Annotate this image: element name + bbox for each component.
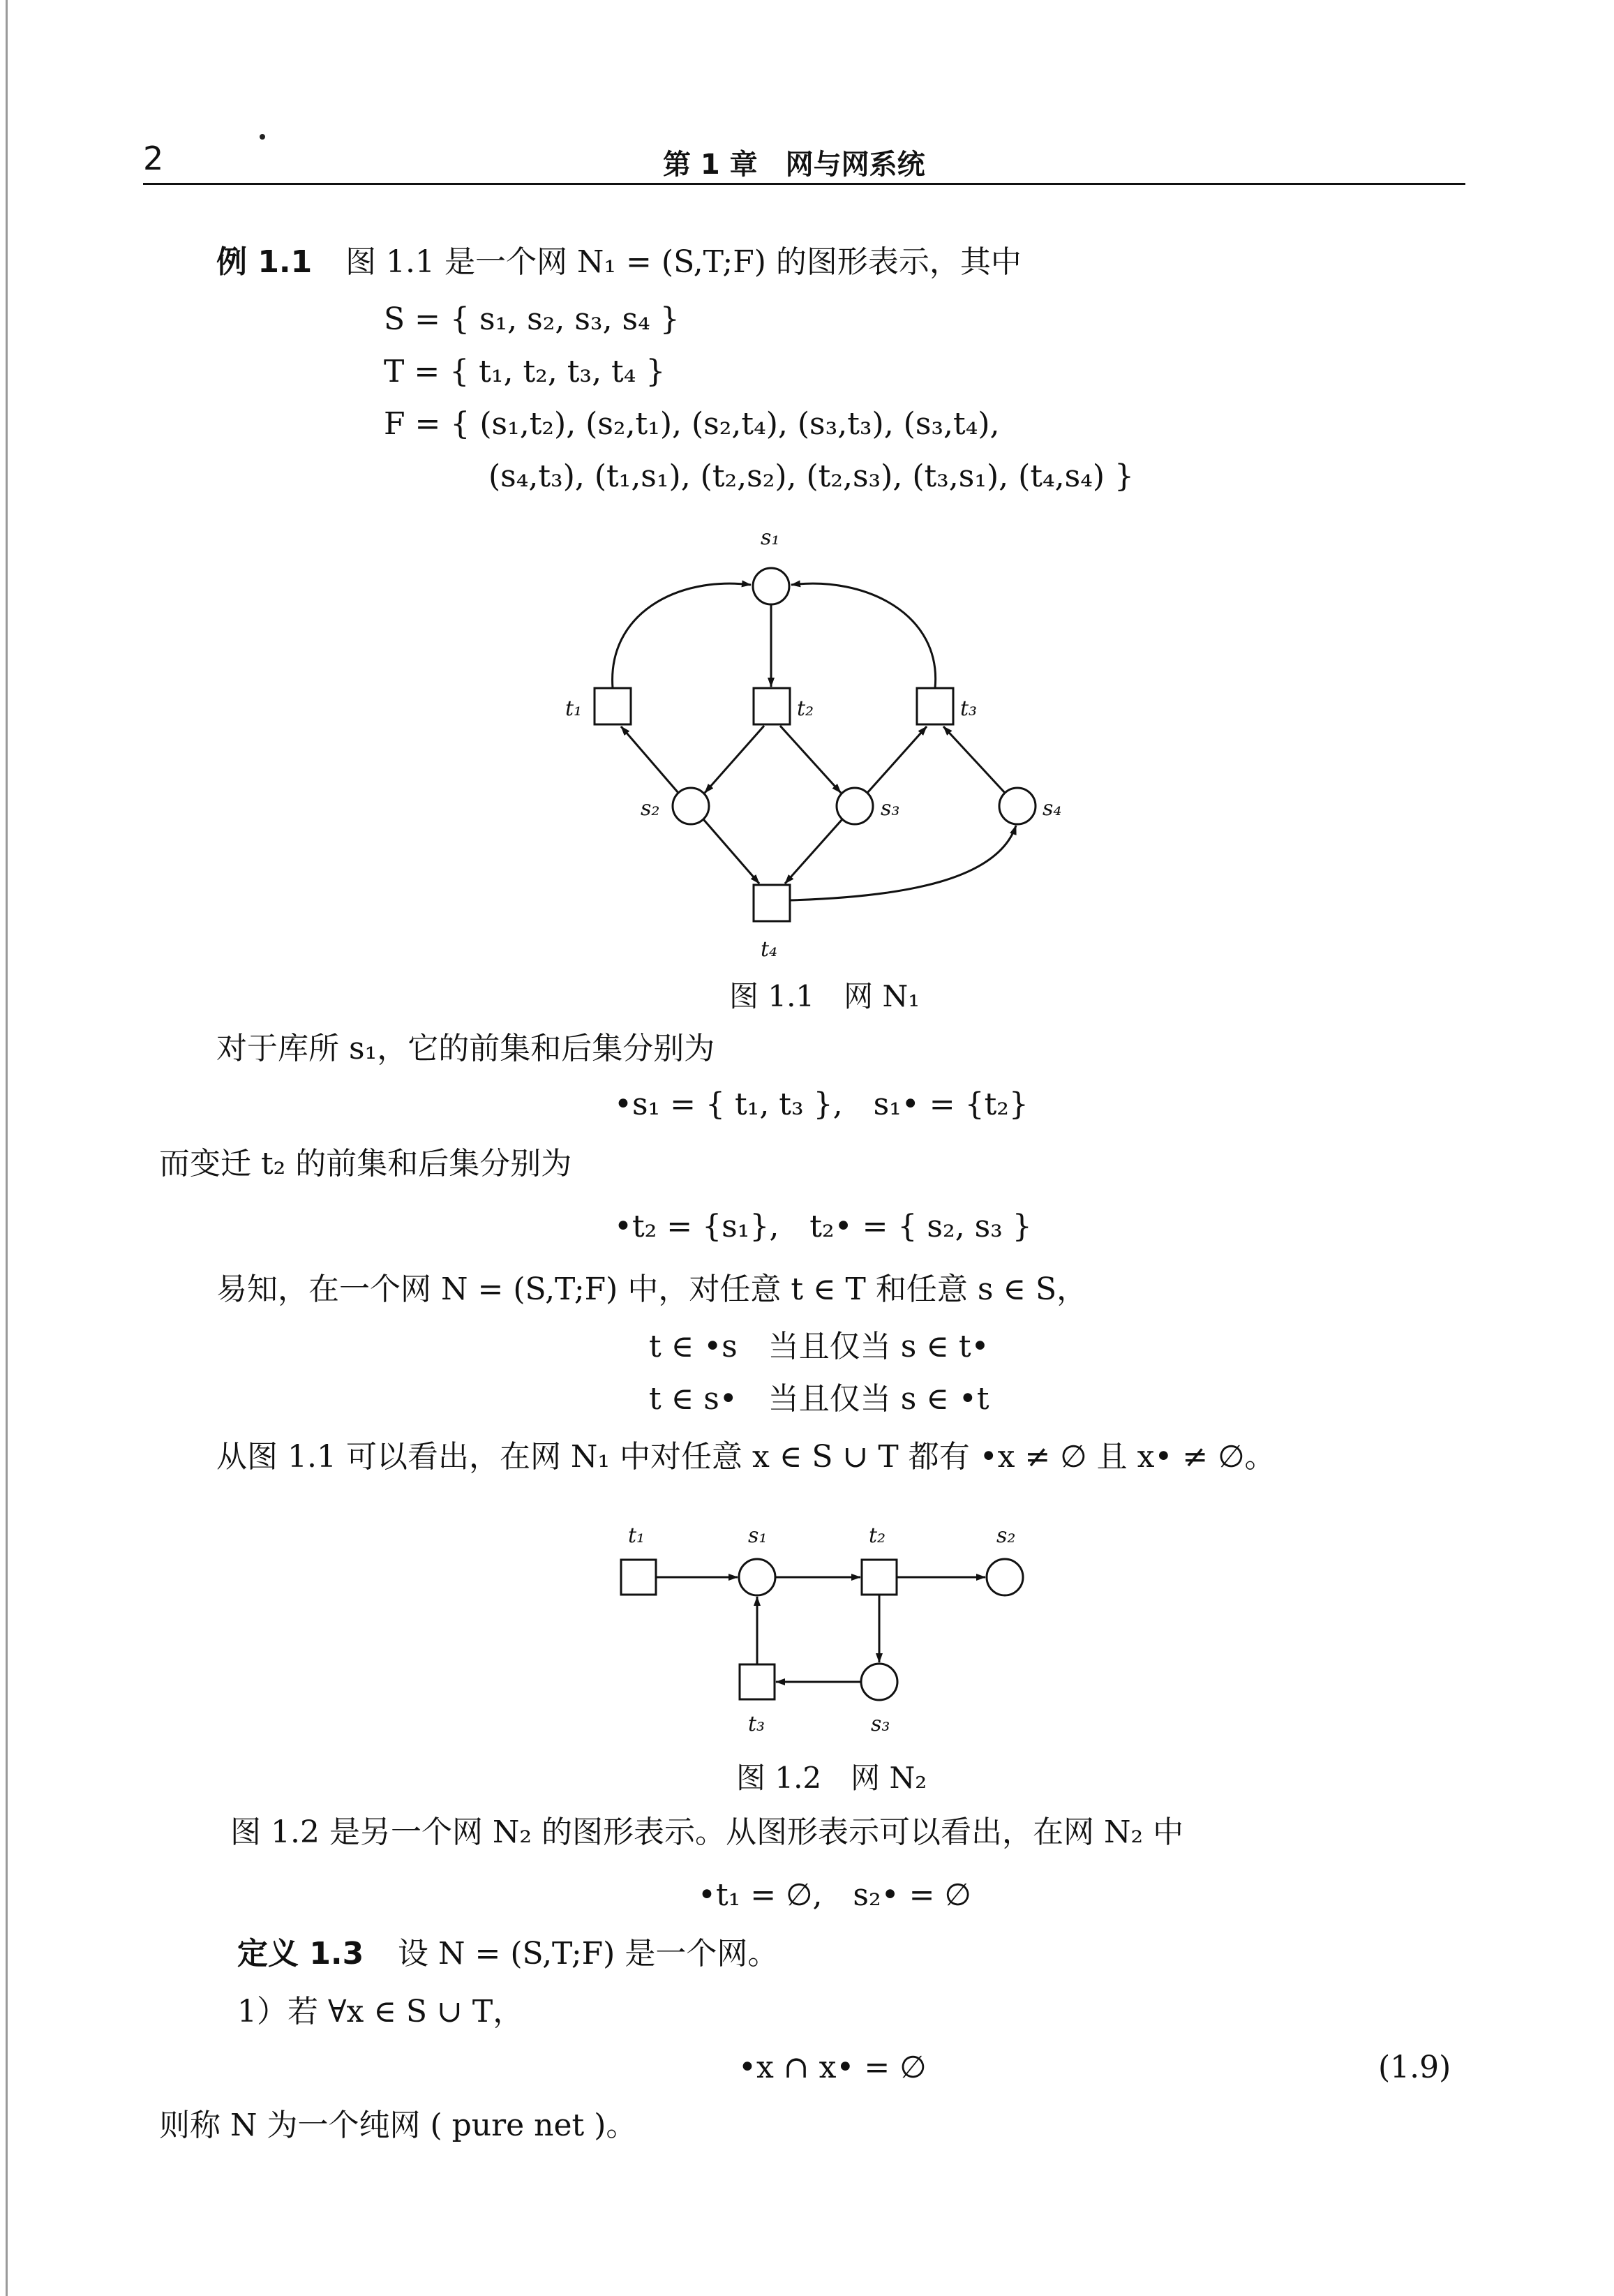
figure-1-1-petri-net bbox=[516, 516, 1103, 963]
equation-iff-1: t ∈ •s 当且仅当 s ∈ t• bbox=[649, 1329, 989, 1364]
set-f-line2: (s₄,t₃), (t₁,s₁), (t₂,s₂), (t₂,s₃), (t₃,s₁), (t₄,s₄) } bbox=[488, 459, 1134, 494]
stray-dot bbox=[260, 134, 265, 140]
arc-t2-s3 bbox=[780, 726, 841, 793]
arc-s2-t1 bbox=[621, 726, 678, 793]
chapter-header: 第 1 章 网与网系统 bbox=[663, 149, 925, 181]
label-s3: s₃ bbox=[881, 796, 900, 821]
label-s2: s₂ bbox=[641, 796, 660, 821]
para-preset-t2: 而变迁 t₂ 的前集和后集分别为 bbox=[159, 1146, 572, 1181]
arc-t2-s2 bbox=[705, 726, 764, 793]
arc-s3-t3 bbox=[867, 726, 927, 793]
transition-t3 bbox=[917, 688, 953, 724]
para-figure-observation: 从图 1.1 可以看出，在网 N₁ 中对任意 x ∈ S ∪ T 都有 •x ≠ ∅ 且 x• ≠ ∅。 bbox=[216, 1439, 1276, 1475]
para-n2-description: 图 1.2 是另一个网 N₂ 的图形表示。从图形表示可以看出，在网 N₂ 中 bbox=[230, 1814, 1184, 1850]
para-preset-s1: 对于库所 s₁，它的前集和后集分别为 bbox=[216, 1031, 715, 1066]
transition-t3 bbox=[740, 1664, 775, 1699]
arc-s4-t3 bbox=[943, 726, 1005, 793]
label-s1: s₁ bbox=[748, 1523, 768, 1548]
example-label: 例 1.1 bbox=[216, 244, 313, 280]
place-s3 bbox=[837, 788, 873, 824]
transition-t1 bbox=[621, 1560, 656, 1595]
label-t2: t₂ bbox=[869, 1523, 886, 1548]
definition-label: 定义 1.3 bbox=[237, 1936, 364, 1971]
label-t4: t₄ bbox=[761, 937, 778, 962]
label-t1: t₁ bbox=[565, 696, 583, 721]
page-number: 2 bbox=[143, 140, 164, 177]
arc-t4-s4 bbox=[790, 826, 1016, 900]
equation-preset-s1: •s₁ = { t₁, t₃ }, s₁• = {t₂} bbox=[614, 1087, 1029, 1122]
place-s3 bbox=[861, 1664, 897, 1700]
definition-text: 设 N = (S,T;F) 是一个网。 bbox=[398, 1936, 779, 1971]
set-t: T = { t₁, t₂, t₃, t₄ } bbox=[384, 354, 666, 389]
header-rule bbox=[143, 183, 1465, 185]
equation-preset-t2: •t₂ = {s₁}, t₂• = { s₂, s₃ } bbox=[614, 1209, 1032, 1244]
arc-t3-s1 bbox=[791, 583, 936, 688]
equation-number: (1.9) bbox=[1378, 2050, 1451, 2085]
arc-s3-t4 bbox=[785, 819, 842, 884]
transition-t1 bbox=[595, 688, 631, 724]
equation-empty-sets: •t₁ = ∅, s₂• = ∅ bbox=[698, 1877, 971, 1913]
place-s1 bbox=[739, 1559, 775, 1595]
label-s3: s₃ bbox=[871, 1712, 890, 1736]
place-s4 bbox=[999, 788, 1036, 824]
arc-s2-t4 bbox=[703, 819, 759, 884]
transition-t2 bbox=[754, 688, 790, 724]
place-s2 bbox=[673, 788, 709, 824]
equation-pure-net: •x ∩ x• = ∅ bbox=[738, 2050, 927, 2085]
set-f-line1: F = { (s₁,t₂), (s₂,t₁), (s₂,t₄), (s₃,t₃), (s₃,t₄), bbox=[384, 406, 1000, 442]
para-pure-net: 则称 N 为一个纯网 ( pure net )。 bbox=[159, 2108, 637, 2143]
place-s1 bbox=[753, 568, 789, 604]
label-t3: t₃ bbox=[748, 1712, 765, 1736]
para-easy-to-know: 易知，在一个网 N = (S,T;F) 中，对任意 t ∈ T 和任意 s ∈ S， bbox=[216, 1272, 1088, 1307]
example-intro: 图 1.1 是一个网 N₁ = (S,T;F) 的图形表示，其中 bbox=[345, 244, 1022, 280]
transition-t4 bbox=[754, 885, 790, 921]
equation-iff-2: t ∈ s• 当且仅当 s ∈ •t bbox=[649, 1381, 989, 1417]
figure-1-1-caption: 图 1.1 网 N₁ bbox=[729, 979, 920, 1013]
figure-1-2-petri-net bbox=[600, 1493, 1047, 1745]
label-s4: s₄ bbox=[1043, 796, 1062, 821]
figure-1-2-caption: 图 1.2 网 N₂ bbox=[736, 1761, 927, 1795]
transition-t2 bbox=[862, 1560, 897, 1595]
label-t2: t₂ bbox=[797, 696, 814, 721]
label-t3: t₃ bbox=[960, 696, 978, 721]
page-left-edge bbox=[6, 0, 8, 2296]
label-s1: s₁ bbox=[761, 525, 780, 550]
definition-item-1: 1）若 ∀x ∈ S ∪ T， bbox=[237, 1994, 524, 2029]
label-t1: t₁ bbox=[628, 1523, 645, 1548]
arc-t1-s1 bbox=[613, 583, 751, 688]
place-s2 bbox=[987, 1559, 1023, 1595]
label-s2: s₂ bbox=[996, 1523, 1016, 1548]
set-s: S = { s₁, s₂, s₃, s₄ } bbox=[384, 301, 680, 337]
